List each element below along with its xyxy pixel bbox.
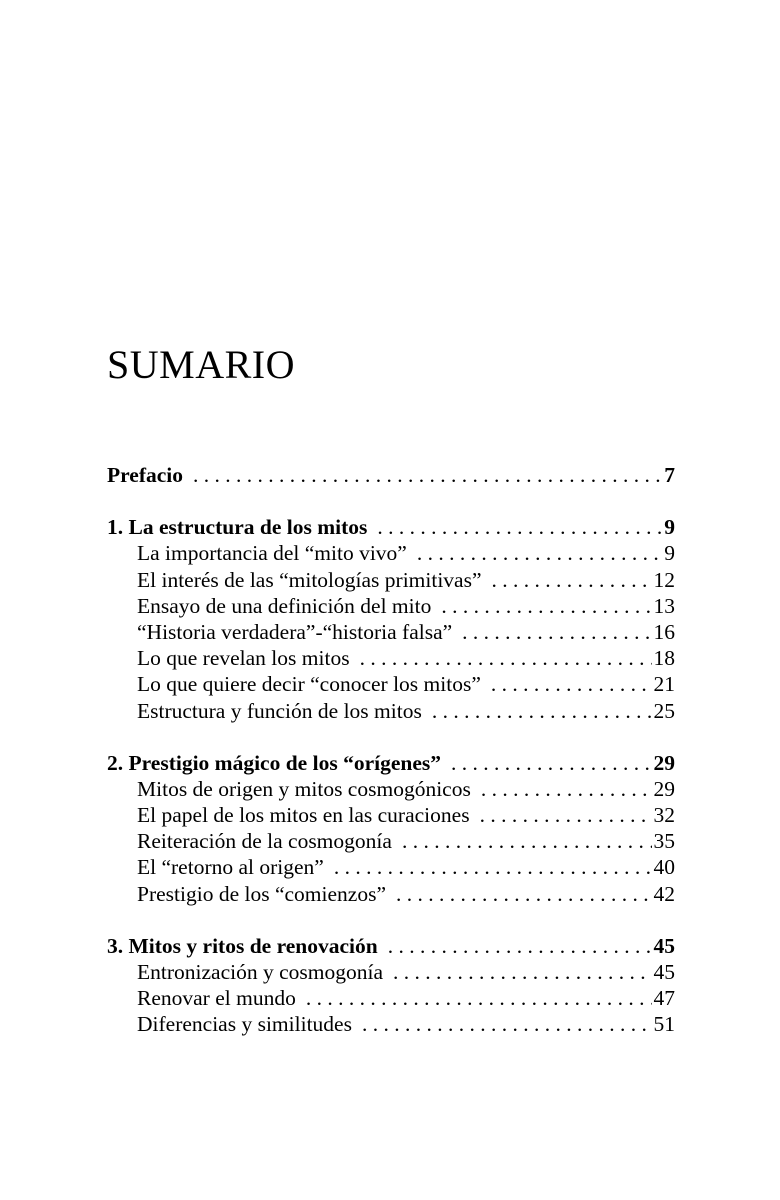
dot-leader <box>393 959 652 985</box>
toc-page-number: 29 <box>653 750 675 775</box>
dot-leader <box>362 1011 652 1037</box>
toc-entry-label: Reiteración de la cosmogonía <box>137 829 392 854</box>
dot-leader <box>306 985 652 1011</box>
dot-leader <box>491 671 652 697</box>
toc-entry[interactable] <box>107 828 675 854</box>
toc-entry[interactable] <box>107 1011 675 1037</box>
toc-page-number: 42 <box>653 881 675 906</box>
dot-leader <box>481 776 652 802</box>
toc-section-prefacio <box>107 462 675 488</box>
toc-page-number: 7 <box>664 463 675 487</box>
dot-leader <box>377 514 662 540</box>
toc-page-number: 29 <box>653 776 675 801</box>
dot-leader <box>480 802 652 828</box>
toc-entry[interactable] <box>107 985 675 1011</box>
toc-entry-label: Diferencias y similitudes <box>137 1012 352 1037</box>
toc-entry[interactable] <box>107 698 675 724</box>
toc-entry-label: Estructura y función de los mitos <box>137 698 422 723</box>
toc-section-chapter-1 <box>107 514 675 724</box>
dot-leader <box>417 540 662 566</box>
toc-page-number: 9 <box>664 515 675 540</box>
dot-leader <box>462 619 651 645</box>
toc-page-number: 51 <box>653 1012 675 1037</box>
toc-entry[interactable] <box>107 959 675 985</box>
toc-entry-label: Prefacio <box>107 463 184 487</box>
toc-page-number: 32 <box>653 803 675 828</box>
toc-page-number: 16 <box>653 619 675 644</box>
toc-entry-label: 1. La estructura de los mitos <box>107 515 368 540</box>
toc-entry[interactable] <box>107 854 675 880</box>
toc-entry[interactable] <box>107 776 675 802</box>
toc-entry-label: 2. Prestigio mágico de los “orígenes” <box>107 750 441 775</box>
toc-entry-label: Ensayo de una definición del mito <box>137 593 432 618</box>
toc-entry-label: Entronización y cosmogonía <box>137 960 383 984</box>
toc-page-number: 13 <box>653 593 675 618</box>
toc-entry-label: Lo que revelan los mitos <box>137 646 350 671</box>
toc-page-number: 35 <box>653 829 675 854</box>
toc-entry[interactable] <box>107 567 675 593</box>
toc-entry-prefacio[interactable] <box>107 462 675 488</box>
dot-leader <box>396 881 652 907</box>
toc-page-number: 18 <box>653 646 675 671</box>
toc-chapter-heading[interactable] <box>107 750 675 776</box>
toc-entry-label: Prestigio de los “comienzos” <box>137 881 386 906</box>
toc-entry[interactable] <box>107 671 675 697</box>
dot-leader <box>451 750 652 776</box>
toc-chapter-heading[interactable] <box>107 933 675 959</box>
toc-page-number: 47 <box>653 986 675 1011</box>
toc-entry[interactable] <box>107 881 675 907</box>
toc-entry-label: Mitos de origen y mitos cosmogónicos <box>137 776 471 801</box>
toc-entry-label: Renovar el mundo <box>137 986 296 1011</box>
toc-page-number: 12 <box>653 567 675 592</box>
toc-entry-label: 3. Mitos y ritos de renovación <box>107 933 378 958</box>
toc-page-number: 45 <box>653 933 675 958</box>
toc-page-number: 21 <box>653 672 675 697</box>
toc-page-number: 40 <box>653 855 675 880</box>
dot-leader <box>388 933 652 959</box>
toc-entry[interactable] <box>107 645 675 671</box>
toc-chapter-heading[interactable] <box>107 514 675 540</box>
dot-leader <box>492 567 652 593</box>
page-title: SUMARIO <box>107 342 295 387</box>
dot-leader <box>193 462 662 488</box>
toc-section-chapter-3 <box>107 933 675 1038</box>
toc-page-number: 45 <box>653 960 675 984</box>
toc-entry[interactable] <box>107 619 675 645</box>
dot-leader <box>334 854 652 880</box>
toc-entry[interactable] <box>107 593 675 619</box>
dot-leader <box>432 698 652 724</box>
dot-leader <box>441 593 651 619</box>
toc-entry-label: El “retorno al origen” <box>137 855 324 880</box>
toc-page-number: 9 <box>664 541 675 566</box>
toc-entry-label: Lo que quiere decir “conocer los mitos” <box>137 672 481 697</box>
toc-entry[interactable] <box>107 802 675 828</box>
toc-entry-label: La importancia del “mito vivo” <box>137 541 407 566</box>
table-of-contents <box>107 462 675 1064</box>
dot-leader <box>360 645 652 671</box>
dot-leader <box>402 828 652 854</box>
toc-section-chapter-2 <box>107 750 675 907</box>
toc-entry-label: El papel de los mitos en las curaciones <box>137 803 470 828</box>
toc-page-number: 25 <box>653 698 675 723</box>
toc-entry-label: El interés de las “mitologías primitivas” <box>137 567 482 592</box>
toc-entry[interactable] <box>107 540 675 566</box>
toc-entry-label: “Historia verdadera”-“historia falsa” <box>137 619 453 644</box>
